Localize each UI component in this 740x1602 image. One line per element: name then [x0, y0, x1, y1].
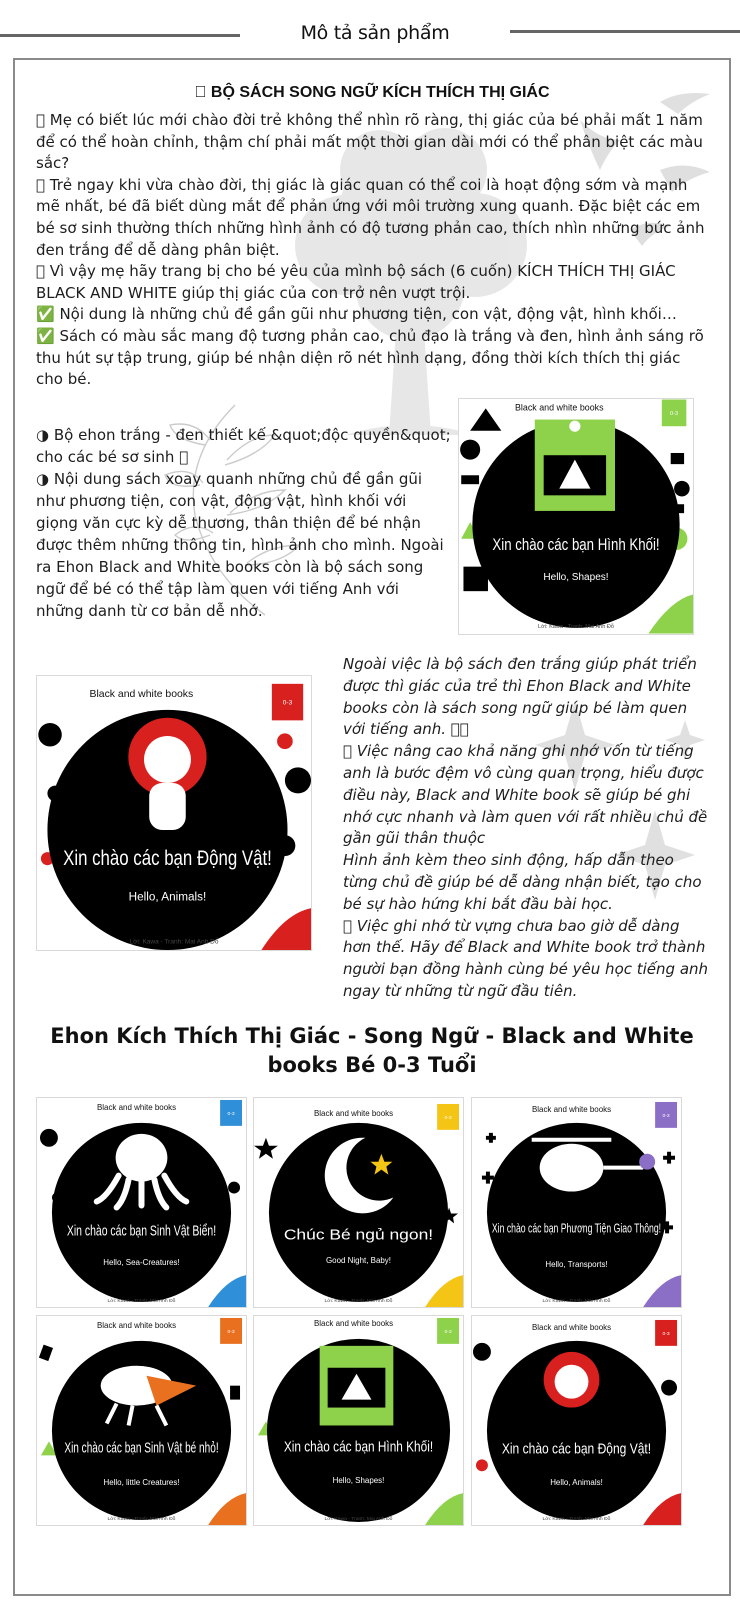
section-header-title: Mô tả sản phẩm	[300, 22, 450, 44]
book-title-vi: Xin chào các bạn Hình Khối!	[283, 1438, 434, 1456]
intro-line:   Mẹ có biết lúc mới chào đời trẻ không thể nhìn rõ ràng, thị giác của bé phải mất 1 năm để có thể hoàn chỉnh, thậm chí phải mất một thời gian dài mới có thể phân biệt các màu sắc?	[36, 111, 703, 173]
age-range-text: 0-3	[670, 411, 679, 418]
book-cover-animals-small	[471, 1315, 682, 1526]
book-title-vi: Xin chào các bạn Sinh Vật Biển!	[66, 1222, 217, 1240]
book-credit: Lời: Kawa - Tranh: Mai Anh Đỗ	[324, 1517, 393, 1523]
age-range-text: 0-3	[227, 1329, 235, 1335]
exclusive-line: ◑ Bộ ehon trắng - đen thiết kế &quot;độc quyền&quot; cho các bé sơ sinh  	[36, 426, 451, 466]
exclusive-line: ◑ Nội dung sách xoay quanh những chủ đề gần gũi như phương tiện, con vật, động vật, hình khối với giọng văn cực kỳ dễ thương, thân thiện để bé nhận được thêm những thông tin, hình ảnh cho mình. Ngoài ra Ehon Black and White books còn là bộ sách song ngữ để bé có thể tập làm quen với tiếng Anh với những danh từ cơ bản dễ nhớ.	[36, 470, 444, 620]
book-cover-animals	[36, 675, 312, 951]
intro-line:   Trẻ ngay khi vừa chào đời, thị giác là giác quan có thể coi là hoạt động sớm và mạnh mẽ nhất, bé đã biết dùng mắt để phản ứng với môi trường xung quanh. Đặc biệt các em bé sơ sinh thường thích những hình ảnh có độ tương phản cao, thích nhìn những bức ảnh đen trắng để dễ dàng phân biệt.	[36, 175, 705, 259]
book-title-vi: Xin chào các bạn Hình Khối!	[492, 534, 660, 554]
book-series-label: Black and white books	[313, 1108, 394, 1118]
header-divider-right	[510, 30, 740, 33]
book-series-label: Black and white books	[514, 402, 604, 413]
bilingual-line:   Việc ghi nhớ từ vựng chưa bao giờ dễ dàng hơn thế. Hãy để Black and White book trở thành người bạn đồng hành cùng bé yêu học tiếng anh ngay từ những từ ngữ đầu tiên.	[343, 916, 709, 1000]
book-credit: Lời: Kawa - Tranh: Mai Anh Đỗ	[542, 1517, 611, 1523]
book-series-label: Black and white books	[96, 1320, 177, 1330]
exclusive-design-paragraph	[36, 424, 451, 622]
intro-paragraph	[36, 110, 706, 391]
book-credit: Lời: Kawa - Tranh: Mai Anh Đỗ	[324, 1299, 393, 1305]
bilingual-line:   Việc nâng cao khả năng ghi nhớ vốn từ tiếng anh là bước đệm vô cùng quan trọng, hiểu được điều này, Black and White book sẽ giúp bé ghi nhớ cực nhanh và làm quen với rất nhiều chủ đề gần gũi thân thuộc	[343, 742, 708, 848]
book-title-en: Hello, Sea-Creatures!	[103, 1258, 180, 1268]
bilingual-paragraph	[343, 654, 709, 1003]
book-series-label: Black and white books	[313, 1318, 394, 1328]
book-title-vi: Xin chào các bạn Động Vật!	[501, 1440, 652, 1458]
book-cover-little-creatures	[36, 1315, 247, 1526]
header-divider-left	[0, 34, 240, 37]
book-title-en: Hello, Animals!	[128, 890, 207, 904]
book-cover-shapes-small	[253, 1315, 464, 1526]
book-title-vi: Chúc Bé ngủ ngon!	[283, 1226, 434, 1244]
intro-line:   Vì vậy mẹ hãy trang bị cho bé yêu của mình bộ sách (6 cuốn) KÍCH THÍCH THỊ GIÁC BLACK AND WHITE giúp thị giác của con trở nên vượt trội.	[36, 262, 676, 302]
age-range-text: 0-3	[282, 699, 293, 707]
age-range-text: 0-3	[662, 1331, 670, 1337]
book-title-vi: Xin chào các bạn Phương Tiện Giao Thông!	[491, 1220, 662, 1236]
book-title-en: Hello, Transports!	[545, 1260, 608, 1270]
bilingual-line: Hình ảnh kèm theo sinh động, hấp dẫn theo từng chủ đề giúp bé dễ dàng nhận biết, tạo cho bé sự hào hứng khi bắt đầu bài học.	[343, 851, 702, 913]
book-series-label: Black and white books	[531, 1104, 612, 1114]
book-title-en: Hello, Shapes!	[332, 1476, 385, 1486]
book-cover-night	[253, 1097, 464, 1308]
book-credit: Lời: Kawa - Tranh: Mai Anh Đỗ	[538, 623, 614, 630]
book-title-en: Good Night, Baby!	[326, 1256, 391, 1266]
book-series-label: Black and white books	[531, 1322, 612, 1332]
intro-line: ✅ Nội dung là những chủ đề gần gũi như phương tiện, con vật, động vật, hình khối…	[36, 305, 677, 324]
product-description-frame	[13, 58, 731, 1596]
book-title-vi: Xin chào các bạn Động Vật!	[63, 847, 272, 871]
book-credit: Lời: Kawa - Tranh: Mai Anh Đỗ	[107, 1517, 176, 1523]
series-title: Ehon Kích Thích Thị Giác - Song Ngữ - Black and White books Bé 0-3 Tuổi	[50, 1024, 694, 1077]
book-title-en: Hello, little Creatures!	[103, 1478, 180, 1488]
section-header	[0, 0, 740, 58]
book-credit: Lời: Kawa - Tranh: Mai Anh Đỗ	[542, 1299, 611, 1305]
age-range-text: 0-3	[444, 1329, 452, 1335]
book-cover-transport	[471, 1097, 682, 1308]
book-title-en: Hello, Shapes!	[543, 572, 609, 584]
book-cover-sea	[36, 1097, 247, 1308]
intro-title:   BỘ SÁCH SONG NGỮ KÍCH THÍCH THỊ GIÁC	[194, 84, 550, 101]
book-series-label: Black and white books	[96, 1102, 177, 1112]
age-range-text: 0-3	[662, 1113, 670, 1119]
book-credit: Lời: Kawa - Tranh: Mai Anh Đỗ	[129, 938, 219, 946]
book-cover-shapes	[458, 398, 694, 635]
book-series-label: Black and white books	[89, 688, 194, 700]
book-title-en: Hello, Animals!	[550, 1478, 603, 1488]
intro-line: ✅ Sách có màu sắc mang độ tương phản cao, chủ đạo là trắng và đen, hình ảnh sáng rõ thu hút sự tập trung, giúp bé nhận diện rõ nét hình dạng, đồng thời kích thích thị giác cho bé.	[36, 326, 704, 389]
book-title-vi: Xin chào các bạn Sinh Vật bé nhỏ!	[64, 1439, 219, 1457]
bilingual-line: Ngoài việc là bộ sách đen trắng giúp phát triển được thì giác của trẻ thì Ehon Black and White books còn là sách song ngữ giúp bé làm quen với tiếng anh.   	[343, 655, 697, 739]
book-credit: Lời: Kawa - Tranh: Mai Anh Đỗ	[107, 1299, 176, 1305]
age-range-text: 0-3	[227, 1111, 235, 1117]
age-range-text: 0-3	[444, 1115, 452, 1121]
